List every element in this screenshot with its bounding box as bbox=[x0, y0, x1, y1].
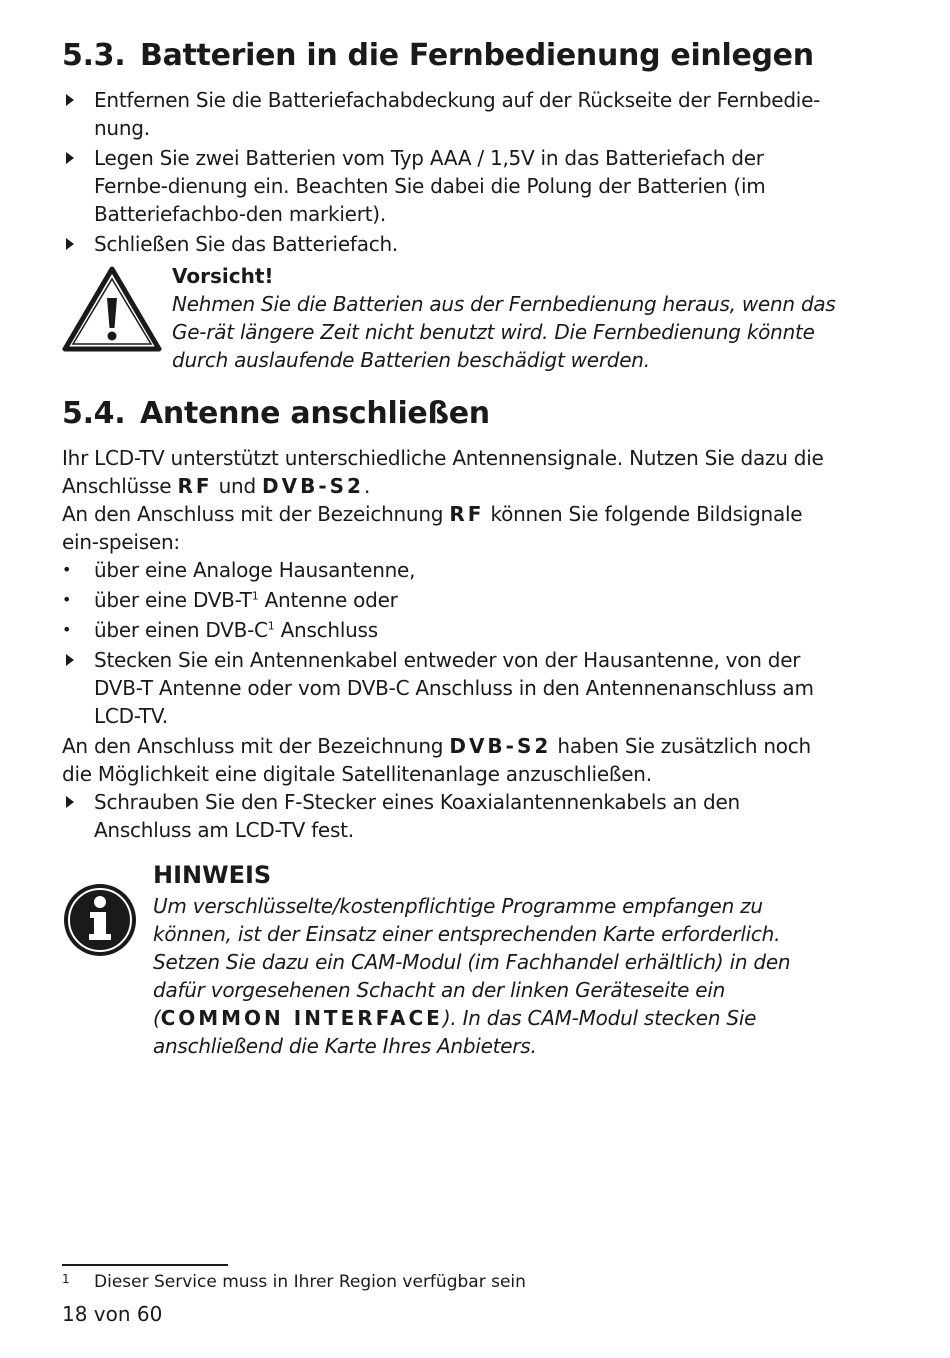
list-item bbox=[62, 616, 837, 644]
rf-label: RF bbox=[177, 474, 213, 498]
warning-triangle-icon bbox=[62, 266, 162, 352]
section-title: Antenne anschließen bbox=[140, 396, 490, 431]
footnote-text: Dieser Service muss in Ihrer Region verfügbar sein bbox=[94, 1272, 526, 1292]
dvbs2-paragraph bbox=[62, 732, 837, 788]
section-title: Batterien in die Fernbedienung einlegen bbox=[140, 38, 814, 73]
rf-paragraph bbox=[62, 500, 837, 556]
footnote-divider bbox=[62, 1264, 228, 1266]
section-heading-5-3 bbox=[62, 38, 837, 74]
signal-text: Anschluss bbox=[274, 618, 378, 642]
section-heading-5-4 bbox=[62, 396, 837, 432]
footnote-number: 1 bbox=[62, 1272, 70, 1286]
step-item: Entfernen Sie die Batteriefachabdeckung auf der Rückseite der Fernbedie-nung. bbox=[62, 86, 837, 142]
step-item: Schrauben Sie den F-Stecker eines Koaxialantennenkabels an den Anschluss am LCD-TV fest. bbox=[62, 788, 837, 844]
info-icon bbox=[62, 882, 138, 958]
signal-list bbox=[62, 556, 837, 644]
caution-box bbox=[62, 262, 837, 374]
document-page bbox=[62, 38, 837, 1060]
footnote-ref: 1 bbox=[251, 589, 259, 603]
dvbs2-label: DVB-S2 bbox=[449, 734, 552, 758]
intro-paragraph bbox=[62, 444, 837, 500]
step-list bbox=[62, 646, 837, 730]
signal-text: über eine Analoge Hausantenne, bbox=[94, 558, 416, 582]
note-box bbox=[62, 860, 837, 1060]
intro-text: und bbox=[212, 474, 263, 498]
dvbs2-text: haben Sie zusätzlich noch die Möglichkeit eine digitale Satellitenanlage anzuschließen. bbox=[62, 734, 811, 786]
caution-text: Nehmen Sie die Batterien aus der Fernbedienung heraus, wenn das Ge-rät längere Zeit nicht benutzt wird. Die Fernbedienung könnte durch auslaufende Batterien beschädigt werden. bbox=[172, 292, 836, 372]
footnote bbox=[62, 1272, 526, 1292]
step-item: Stecken Sie ein Antennenkabel entweder von der Hausantenne, von der DVB-T Antenne oder vom DVB-C Anschluss in den Antennenanschluss am LCD-TV. bbox=[62, 646, 837, 730]
signal-text: über einen DVB-C bbox=[94, 618, 268, 642]
common-interface-label: COMMON INTERFACE bbox=[160, 1006, 443, 1030]
section-number: 5.3. bbox=[62, 38, 126, 73]
rf-text: An den Anschluss mit der Bezeichnung bbox=[62, 502, 450, 526]
dvbs2-text: An den Anschluss mit der Bezeichnung bbox=[62, 734, 450, 758]
intro-text: . bbox=[363, 474, 371, 498]
step-item: Legen Sie zwei Batterien vom Typ AAA / 1,5V in das Batteriefach der Fernbe-dienung ein. Beachten Sie dabei die Polung der Batterien (im Batteriefachbo-den markiert). bbox=[62, 144, 837, 228]
signal-text: über eine DVB-T bbox=[94, 588, 252, 612]
rf-label: RF bbox=[449, 502, 485, 526]
step-list bbox=[62, 86, 837, 258]
list-item bbox=[62, 556, 837, 584]
dvbs2-label: DVB-S2 bbox=[262, 474, 364, 498]
caution-title: Vorsicht! bbox=[172, 264, 274, 288]
note-text-part: ). In das CAM-Modul stecken Sie anschließend die Karte Ihres Anbieters. bbox=[153, 1006, 757, 1058]
step-item: Schließen Sie das Batteriefach. bbox=[62, 230, 837, 258]
note-title: HINWEIS bbox=[153, 861, 272, 889]
signal-text: Antenne oder bbox=[258, 588, 398, 612]
footnote-ref: 1 bbox=[267, 619, 275, 633]
page-number: 18 von 60 bbox=[62, 1302, 163, 1326]
note-text bbox=[153, 892, 817, 1060]
note-text-part: Um verschlüsselte/kostenpflichtige Programme empfangen zu können, ist der Einsatz einer entsprechenden Karte erforderlich. Setzen Sie dazu ein CAM-Modul (im Fachhandel erhältlich) in den dafür vorgesehenen Schacht an der linken Geräteseite ein ( bbox=[153, 894, 791, 1030]
step-list bbox=[62, 788, 837, 844]
list-item bbox=[62, 586, 837, 614]
intro-text: Ihr LCD-TV unterstützt unterschiedliche Antennensignale. Nutzen Sie dazu die Anschlüsse bbox=[62, 446, 824, 498]
rf-text: können Sie folgende Bildsignale ein-speisen: bbox=[62, 502, 803, 554]
section-number: 5.4. bbox=[62, 396, 126, 431]
